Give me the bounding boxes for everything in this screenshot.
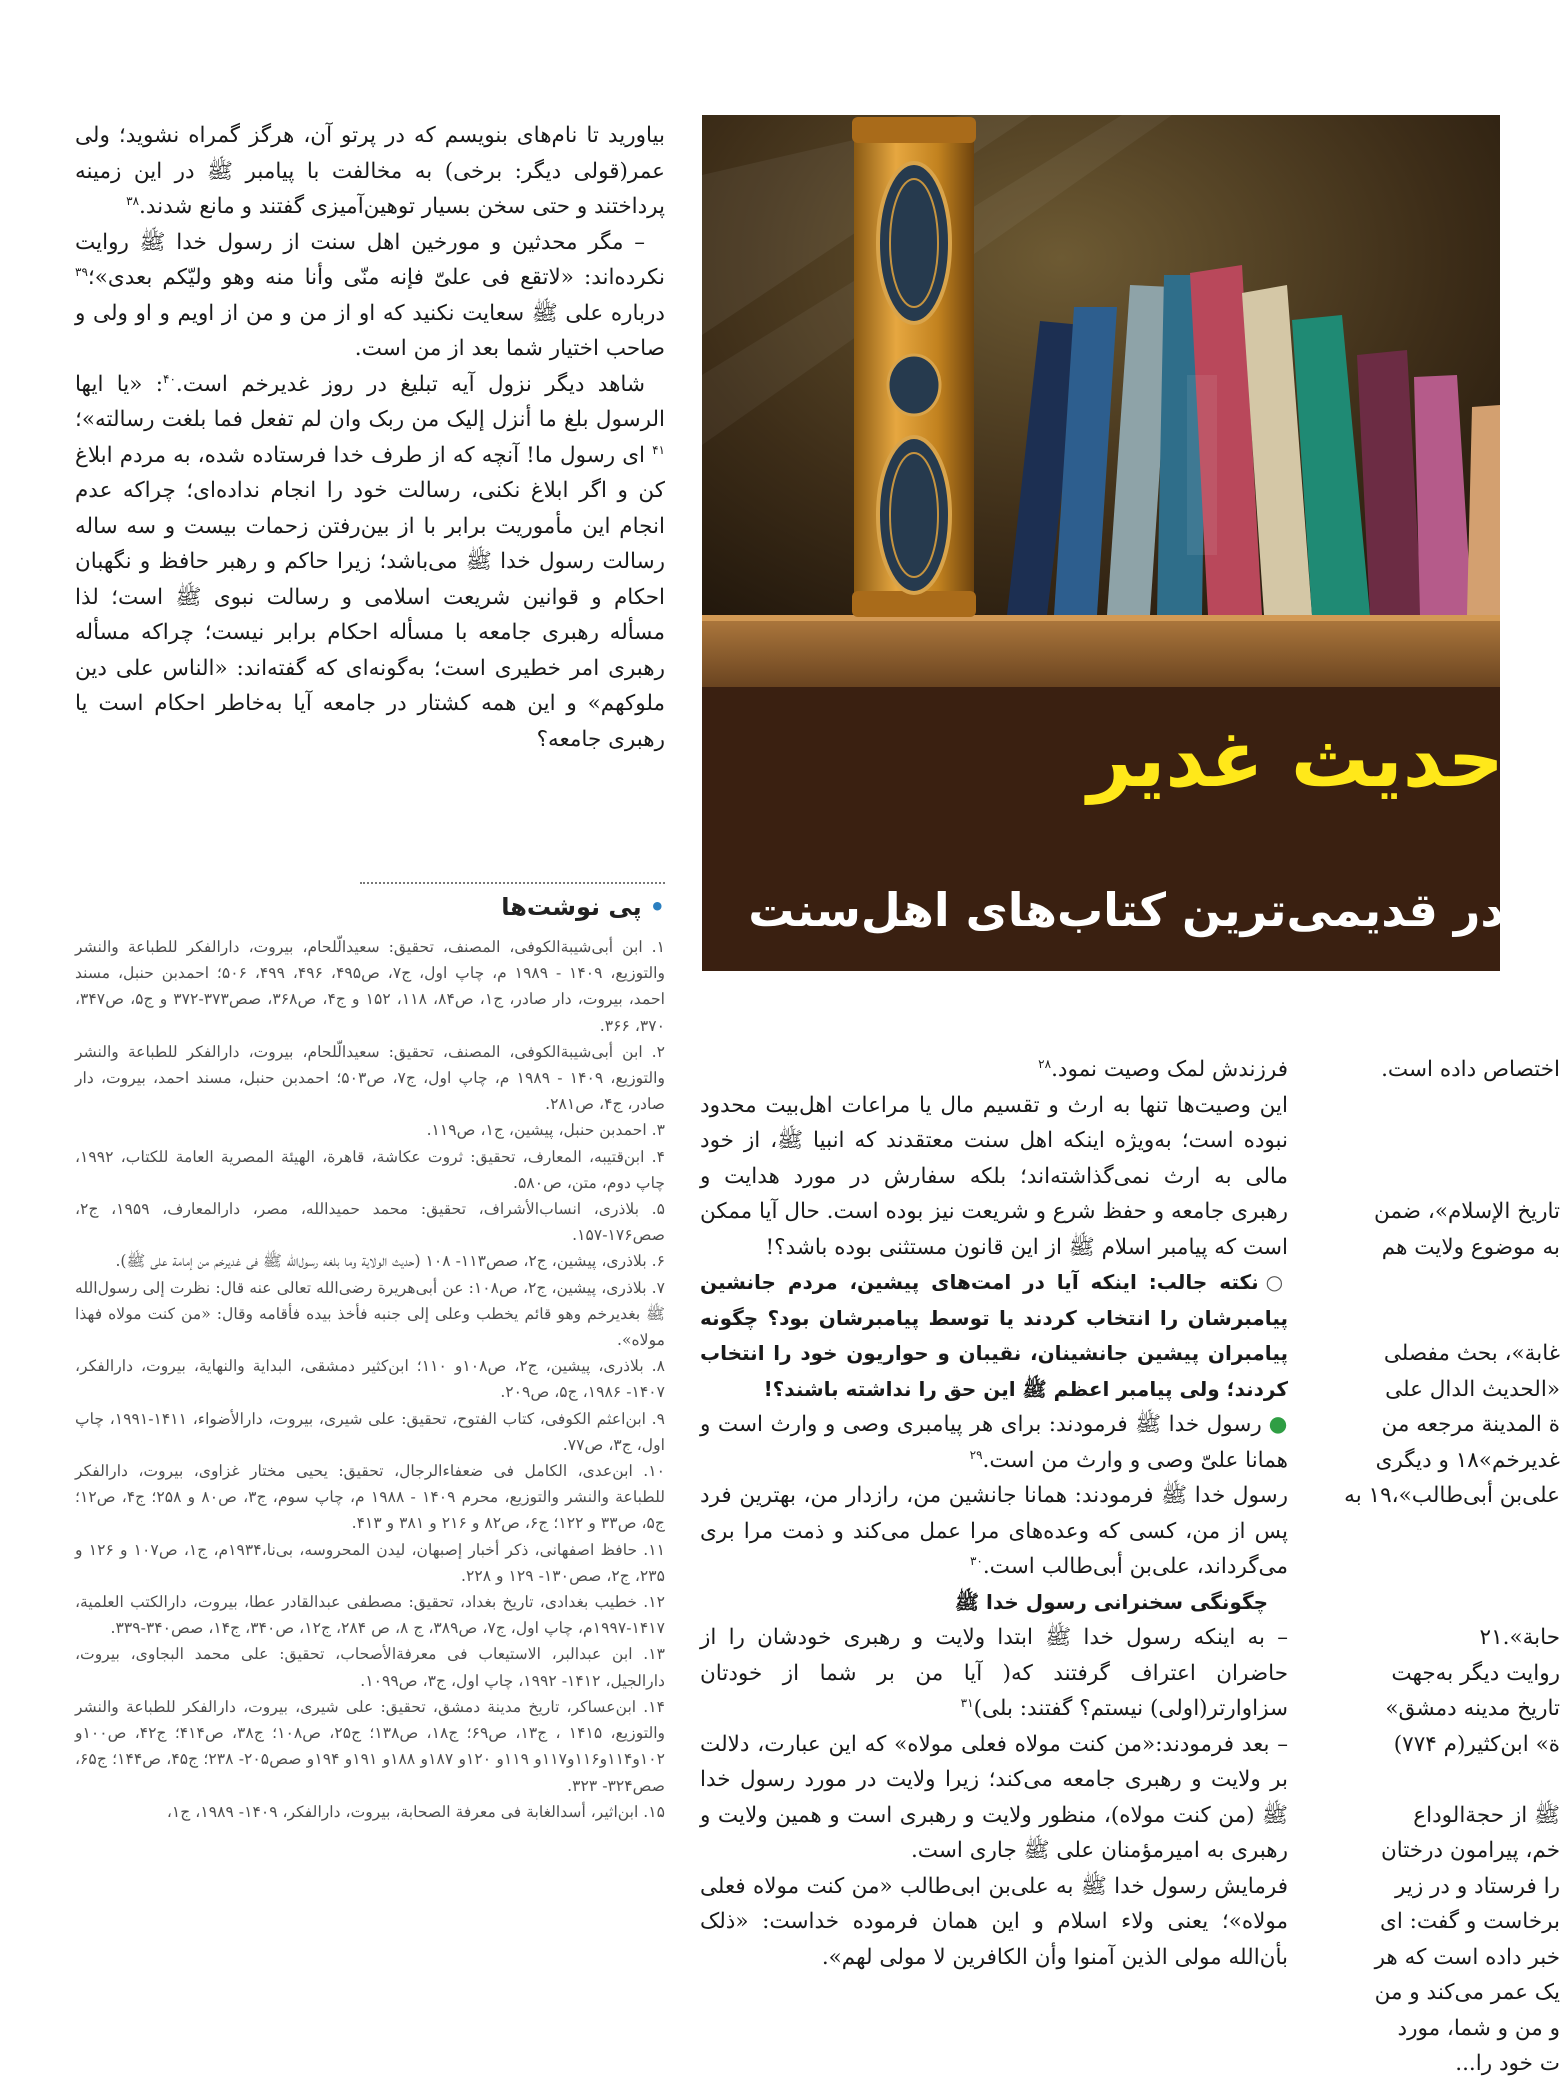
middle-paragraph: – بعد فرمودند:«من کنت مولاه فعلی مولاه» که این عبارت، دلالت بر ولایت و رهبری جامعه می‌کند؛ زیرا ولایت در مورد رسول خدا ﷺ (من کنت مولاه)، منظور ولایت و رهبری است و همین ولایت و رهبری به امیرمؤمنان علی ﷺ جاری است.: [700, 1731, 1288, 1863]
left-column: [75, 118, 665, 757]
footnote-item: ۱۴. ابن‌عساکر، تاریخ مدینة دمشق، تحقیق: علی شیری، بیروت، دارالفکر للطباعة والنشر والتوزیع، ۱۴۱۵ ، ج۱۳، ص۶۹؛ ج۱۸، ص۱۳۸؛ ج۲۵، ص۱۰۸؛ ج۳۸، ص۴۱۴؛ ج۴۲، ص۱۰۰و ۱۰۲و۱۱۴و۱۱۶و۱۱۷و ۱۱۹و ۱۲۰و ۱۸۷و ۱۸۸و ۱۹۱و ۱۹۴و صص۲۰۵- ۲۳۸؛ ج۴۵، ص۱۴۴؛ ج۶۵، صص۳۲۴- ۳۲۳.: [75, 1697, 666, 1795]
footnote-ref[interactable]: ۳۹: [75, 264, 88, 279]
right-column-line: [1320, 1301, 1560, 1337]
right-column-line: [1320, 1514, 1560, 1550]
footnote-ref[interactable]: ۴۰: [163, 371, 176, 386]
footnote-item: ۴. ابن‌قتیبه، المعارف، تحقیق: ثروت عکاشة، قاهرة، الهیئة المصریة العامة للکتاب، ۱۹۹۲، چاپ دوم، متن، ص۵۸۰.: [75, 1147, 665, 1192]
right-column-line: [1320, 1762, 1560, 1798]
right-column-line: [1320, 1585, 1560, 1621]
right-column-line: غابة»، بحث مفصلی: [1383, 1341, 1560, 1366]
right-column-clipped: [1320, 1052, 1560, 2099]
right-column-line: تاریخ مدینه دمشق»: [1385, 1696, 1560, 1721]
circle-bullet-icon: ○: [1265, 1270, 1288, 1294]
footnote-item: ۱۳. ابن عبدالبر، الاستیعاب فی معرفة‌الأصحاب، تحقیق: علی محمد البجاوی، بیروت، دارالجیل، ۱۴۱۲- ۱۹۹۲، چاپ اول، ج۳، ص۱۰۹۹.: [75, 1645, 665, 1690]
hero-banner: [702, 115, 1504, 971]
footnotes-list: [75, 934, 665, 2099]
right-column-line: اختصاص داده است.: [1381, 1057, 1560, 1082]
right-column-line: [1320, 1088, 1560, 1124]
green-bullet-icon: ●: [1268, 1412, 1288, 1437]
footnote-item: ۱۲. خطیب بغدادی، تاریخ بغداد، تحقیق: مصطفی عبدالقادر عطا، بیروت، دارالکتب العلمیة، ۱۴۱۷-۱۹۹۷م، چاپ اول، ج۷، ص۳۸۹، ج ۸، ص ۲۸۴، ج۱۲، ص۳۴۰، ج۱۴، صص۳۴۰-۳۳۹.: [75, 1593, 665, 1638]
bookshelf-image: [702, 115, 1500, 687]
right-column-line: خبر داده است که هر: [1374, 1944, 1560, 1970]
middle-paragraph: فرزندش لمک وصیت نمود.$^{۲۸}$: [1038, 1056, 1288, 1082]
footnote-item: ۶. بلاذری، پیشین، ج۲، صص۱۱۳- ۱۰۸ (حدیث الولایة وما بلغه رسول‌الله ﷺ فی غدیرخم من إمامة علی ﷺ).: [115, 1252, 665, 1271]
right-column-line: روایت دیگر به‌جهت: [1391, 1660, 1560, 1686]
right-column-line: ت خود را...: [1455, 2051, 1560, 2076]
section-subheading: چگونگی سخنرانی رسول خدا ﷺ: [954, 1589, 1268, 1614]
right-column-line: [1320, 1159, 1560, 1195]
right-column-line: [1320, 1549, 1560, 1585]
middle-paragraph: ● رسول خدا ﷺ فرمودند: برای هر پیامبری وصی و وارث است و همانا علیّ وصی و وارث من است.$^{۲۹}$: [700, 1412, 1288, 1473]
footnote-item: ۳. احمدبن حنبل، پیشین، ج۱، ص۱۱۹.: [426, 1121, 665, 1140]
footnote-ref[interactable]: ۳۰: [969, 1553, 983, 1568]
right-column-line: برخاست و گفت: ای: [1380, 1909, 1560, 1934]
right-column-line: [1320, 1265, 1560, 1301]
left-paragraph-1: بیاورید تا نام‌های بنویسم که در پرتو آن، هرگز گمراه نشوید؛ ولی عمر(قولی دیگر: برخی) به مخالفت با پیامبر ﷺ در این زمینه پرداختند و حتی سخن بسیار توهین‌آمیزی گفتند و مانع شدند.$^{۳۸}$: [75, 123, 665, 219]
right-column-line: ة» ابن‌کثیر(م ۷۷۴): [1393, 1731, 1560, 1757]
middle-paragraph: فرمایش رسول خدا ﷺ به علی‌بن ابی‌طالب «من کنت مولاه فعلی مولاه»؛ یعنی ولاء اسلام و این همان فرموده خداست: «ذلک بأن‌الله مولی الذین آمنوا وأن الکافرین لا مولی لهم».: [700, 1873, 1288, 1970]
footnote-item: ۵. بلاذری، انساب‌الأشراف، تحقیق: محمد حمیدالله، مصر، دارالمعارف، ۱۹۵۹، ج۲، صص۱۷۶-۱۵۷.: [75, 1200, 665, 1245]
footnote-item: ۷. بلاذری، پیشین، ج۲، ص۱۰۸: عن أبی‌هریرة رضی‌الله تعالی عنه قال: نظرت إلی رسول‌الله ﷺ بغدیرخم وهو قائم یخطب وعلی إلی جنبه فأخذ بیده فأقامه وقال: «من کنت مولاه فهذا مولاه».: [75, 1278, 665, 1350]
notes-divider: [360, 882, 665, 884]
notes-heading: •پی نوشت‌ها: [501, 893, 665, 921]
middle-column: [700, 1052, 1288, 1975]
right-column-line: یک عمر می‌کند و من: [1374, 1980, 1560, 2005]
middle-paragraph: رسول خدا ﷺ فرمودند: همانا جانشین من، رازدار من، بهترین فرد پس از من، کسی که وعده‌های مرا عمل می‌کند و ذمت مرا بری می‌گرداند، علی‌بن أبی‌طالب است.$^{۳۰}$: [700, 1483, 1288, 1579]
right-column-line: علی‌بن أبی‌طالب»،۱۹ به: [1344, 1483, 1560, 1508]
right-column-line: ﷺ از حجة‌الوداع: [1413, 1802, 1560, 1828]
right-column-line: تاریخ الإسلام»، ضمن: [1374, 1199, 1560, 1224]
right-column-line: «الحدیث الدال علی: [1385, 1376, 1560, 1402]
right-column-line: و من و شما، مورد: [1397, 2015, 1560, 2041]
middle-paragraph: – به اینکه رسول خدا ﷺ ابتدا ولایت و رهبری خودشان را از حاضران اعتراف گرفتند که( آیا من بر شما از خودتان سزاوارتر(اولی) نیستم؟ گفتند: بلی)$^{۳۱}$: [700, 1625, 1288, 1721]
footnote-item: ۱۱. حافظ اصفهانی، ذکر أخبار إصبهان، لیدن المحروسه، بی‌نا،۱۹۳۴م، ج۱، ص۱۰۷ و ۱۲۶ و ۲۳۵، ج۲، صص۱۳۰- ۱۲۹ و ۲۲۸.: [75, 1540, 665, 1585]
footnote-item: ۲. ابن أبی‌شیبة‌الکوفی، المصنف، تحقیق: سعیدالّلحام، بیروت، دارالفکر للطباعة والنشر والتوزیع، ۱۴۰۹ - ۱۹۸۹ م، چاپ اول، ج۷، ص۵۰۳؛ احمدبن حنبل، مسند احمد، بیروت، دار صادر، ج۴، ص۲۸۱.: [75, 1042, 665, 1114]
footnote-ref[interactable]: ۲۸: [1038, 1056, 1052, 1071]
right-column-line: خم، پیرامون درختان: [1380, 1838, 1560, 1863]
left-paragraph-2: – مگر محدثین و مورخین اهل سنت از رسول خدا ﷺ روایت نکرده‌اند: «لاتقع فی علیّ فإنه منّی وأنا منه وهو ولیّکم بعدی»؛$^{۳۹}$ درباره علی ﷺ سعایت نکنید که او از من و من از اویم و او ولی و صاحب اختیار شما بعد از من است.: [75, 229, 665, 361]
footnote-item: ۸. بلاذری، پیشین، ج۲، ص۱۰۸و ۱۱۰؛ ابن‌کثیر دمشقی، البدایة والنهایة، بیروت، دارالفکر، ۱۴۰۷- ۱۹۸۶، ج۵، ص۲۰۹.: [75, 1357, 665, 1402]
right-column-line: غدیرخم»۱۸ و دیگری: [1375, 1447, 1560, 1473]
right-column-line: ة المدینة مرجعه من: [1381, 1412, 1560, 1437]
right-column-line: را فرستاد و در زیر: [1394, 1873, 1560, 1899]
right-column-line: به موضوع ولایت هم: [1381, 1234, 1560, 1260]
right-column-line: حابة».۲۱: [1479, 1625, 1560, 1650]
footnote-item: ۱۵. ابن‌اثیر، أسدالغابة فی معرفة الصحابة، بیروت، دارالفکر، ۱۴۰۹- ۱۹۸۹، ج۱،: [166, 1802, 665, 1821]
hero-subtitle: در قدیمی‌ترین کتاب‌های اهل‌سنت: [748, 883, 1504, 937]
footnote-item: ۱. ابن أبی‌شیبة‌الکوفی، المصنف، تحقیق: سعیدالّلحام، بیروت، دارالفکر للطباعة والنشر والتوزیع، ۱۴۰۹ - ۱۹۸۹ م، چاپ اول، ج۷، ص۴۹۵، ۴۹۶، ۴۹۹، ۵۰۶؛ احمدبن حنبل، مسند احمد، بیروت، دار صادر، ج۱، ص۸۴، ۱۱۸، ۱۵۲ و ج۴، ص۳۶۸، صص۳۷۳-۳۷۲ و ج۵، ص۳۴۷، ۳۷۰، ۳۶۶.: [75, 938, 665, 1035]
hero-title: حدیث غدیر: [1087, 715, 1504, 805]
right-column-line: [1320, 1123, 1560, 1159]
footnote-item: ۱۰. ابن‌عدی، الکامل فی ضعفاء‌الرجال، تحقیق: یحیی مختار غزاوی، بیروت، دارالفکر للطباعة والنشر والتوزیع، محرم ۱۴۰۹ - ۱۹۸۸ م، چاپ سوم، ج۳، ص۸۰ و ۲۵۸؛ ج۴، ص۱۲؛ ج۵، ص۳۳ و ۱۲۲؛ ج۶، ص۸۲ و ۲۱۶ و ۳۸۱ و ۴۱۳.: [75, 1462, 666, 1533]
footnote-ref[interactable]: ۲۹: [969, 1447, 983, 1462]
footnote-ref[interactable]: ۳۱: [960, 1695, 974, 1710]
left-paragraph-3: شاهد دیگر نزول آیه تبلیغ در روز غدیرخم است.$^{۴۰}$: «یا ایها الرسول بلغ ما أنزل إلیک من ربک وان لم تفعل فما بلغت رسالته»؛$^{۴۱}$ ای رسول ما! آنچه که از طرف خدا فرستاده شده، به مردم ابلاغ کن و اگر ابلاغ نکنی، رسالت خود را انجام نداده‌ای؛ چراکه عدم انجام این مأموریت برابر با از بین‌رفتن زحمات بیست و سه ساله رسالت رسول خدا ﷺ می‌باشد؛ زیرا حاکم و رهبر حافظ و نگهبان احکام و قوانین شریعت اسلامی و رسالت نبوی ﷺ است؛ لذا مسأله رهبری جامعه با مسأله احکام برابر نیست؛ چراکه مسأله رهبری امر خطیری است؛ به‌گونه‌ای که گفته‌اند: «الناس علی دین ملوکهم» و این همه کشتار در جامعه آیا به‌خاطر احکام است یا رهبری جامعه؟: [75, 371, 666, 752]
footnote-item: ۹. ابن‌اعثم الکوفی، کتاب الفتوح، تحقیق: علی شیری، بیروت، دارالأضواء، ۱۴۱۱-۱۹۹۱، چاپ اول، ج۳، ص۷۷.: [75, 1409, 665, 1454]
middle-paragraph: این وصیت‌ها تنها به ارث و تقسیم مال یا مراعات اهل‌بیت محدود نبوده است؛ به‌ویژه اینکه اهل سنت معتقدند که انبیا ﷺ، از خود مالی به ارث نمی‌گذاشته‌اند؛ بلکه سفارش در مورد هدایت و رهبری جامعه و حفظ شرع و شریعت نیز بوده است. حال آیا ممکن است که پیامبر اسلام ﷺ از این قانون مستثنی بوده باشد؟!: [700, 1092, 1288, 1260]
highlight-note: ○ نکته جالب: اینکه آیا در امت‌های پیشین، مردم جانشین پیامبرشان را انتخاب کردند یا توسط پیامبرشان بود؟ چگونه پیامبران پیشین جانشینان، نقیبان و حواریون خود را انتخاب کردند؛ ولی پیامبر اعظم ﷺ این حق را نداشته باشند؟!: [700, 1270, 1288, 1401]
footnote-ref[interactable]: ۴۱: [652, 442, 665, 457]
footnote-ref[interactable]: ۳۸: [126, 193, 140, 208]
bullet-icon: •: [649, 893, 665, 921]
